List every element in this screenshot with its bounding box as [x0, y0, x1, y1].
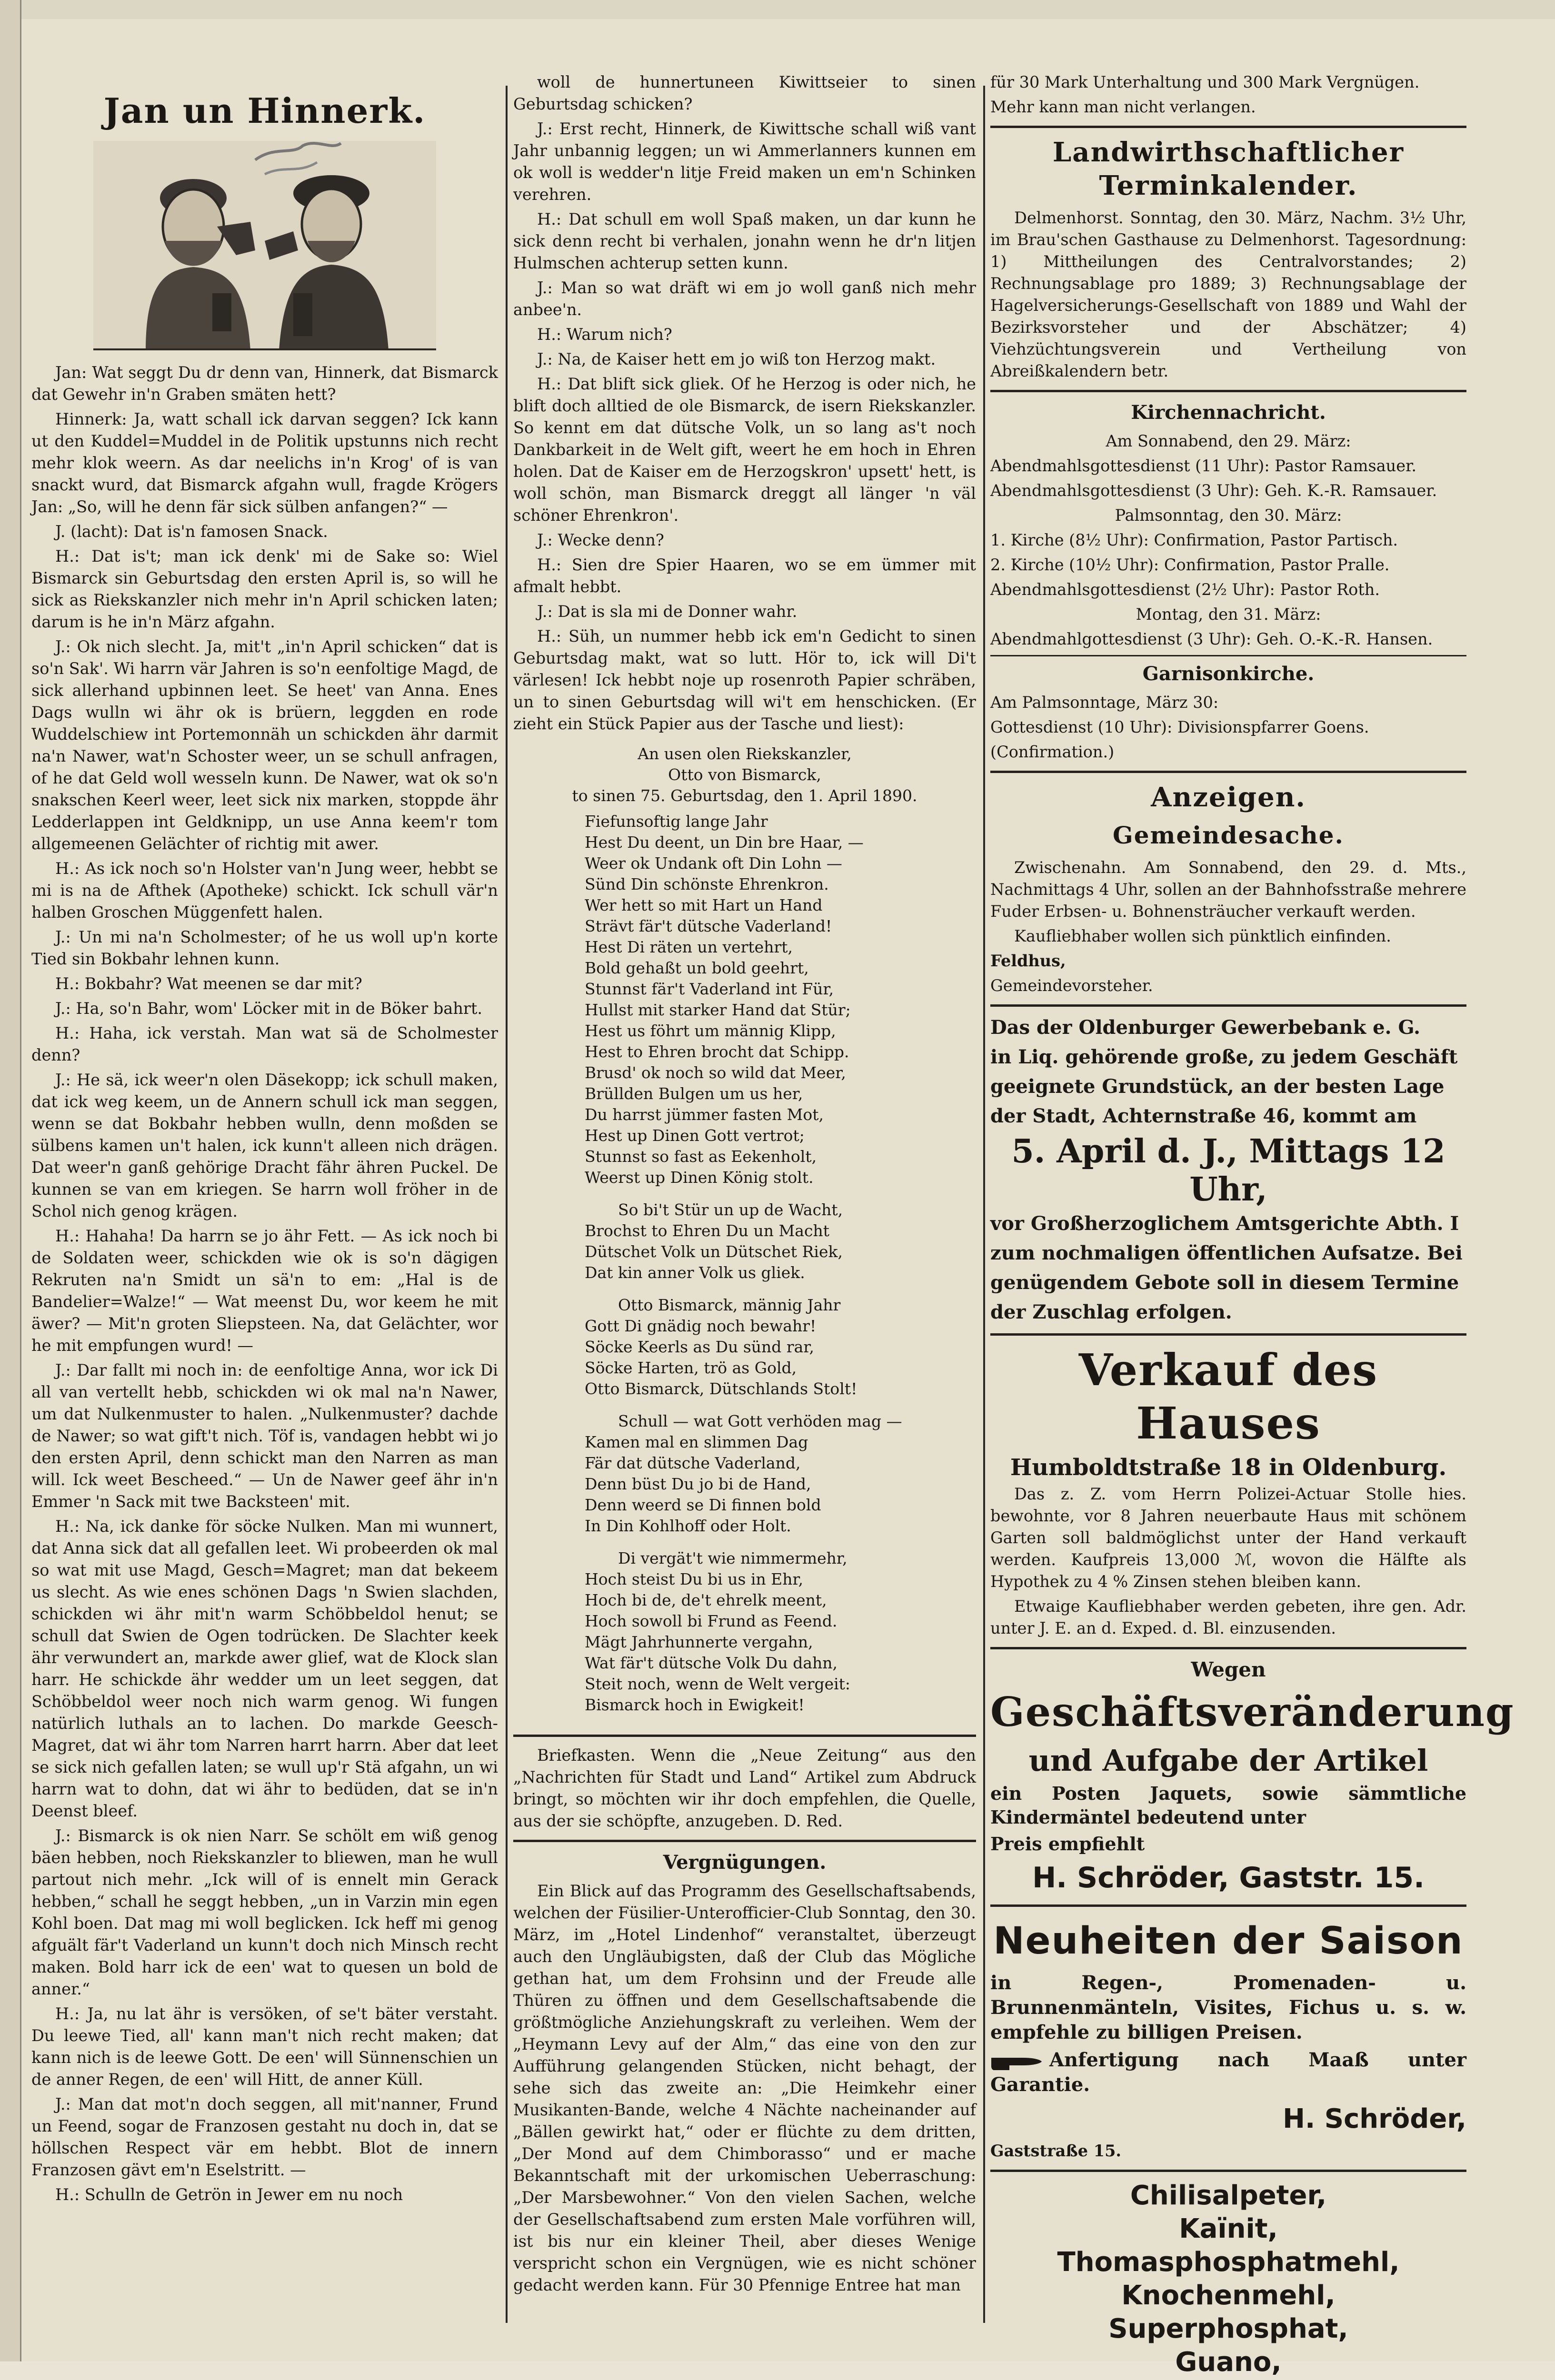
dialogue-paragraph: Jan: Wat seggt Du dr denn van, Hinnerk, dat Bismarck dat Gewehr in'n Graben smäten hett?	[31, 363, 498, 404]
continued-line: für 30 Mark Unterhaltung und 300 Mark Vergnügen.	[990, 73, 1420, 91]
poem-line: Du harrst jümmer fasten Mot,	[585, 1105, 824, 1124]
poem-stanza	[513, 1411, 976, 1537]
poem-line: Söcke Harten, trö as Gold,	[585, 1359, 797, 1377]
gemeinde-signature-title: Gemeindevorsteher.	[990, 976, 1153, 995]
column-rule-2	[983, 86, 985, 2323]
dialogue-paragraph: H.: Bokbahr? Wat meenen se dar mit?	[55, 974, 362, 993]
poem-line: Weerst up Dinen König stolt.	[585, 1168, 814, 1187]
column-3	[990, 71, 1515, 2378]
section-rule	[990, 1004, 1466, 1007]
section-rule	[513, 1840, 976, 1842]
dialogue-paragraph: J.: Ha, so'n Bahr, wom' Löcker mit in de Böker bahrt.	[55, 999, 483, 1018]
gewerbebank-line: genügendem Gebote soll in diesem Termine	[990, 1271, 1459, 1294]
verkauf-address: Humboldtstraße 18 in Oldenburg.	[1010, 1454, 1447, 1481]
poem-heading-line: Otto von Bismarck,	[668, 765, 821, 784]
poem-line: Brochst to Ehren Du un Macht	[585, 1221, 829, 1240]
binding-edge	[0, 0, 21, 2361]
garnison-line: Am Palmsonntage, März 30:	[990, 693, 1219, 712]
church-service-line: Abendmahlsgottesdienst (11 Uhr): Pastor Ramsauer.	[990, 456, 1417, 475]
poem-line: Söcke Keerls as Du sünd rar,	[585, 1338, 814, 1356]
church-services	[990, 430, 1466, 650]
church-service-line: Montag, den 31. März:	[1136, 605, 1321, 624]
poem-line: Hest up Dinen Gott vertrot;	[585, 1126, 805, 1145]
vergnuegungen-heading: Vergnügungen.	[663, 1851, 827, 1874]
article-title: Jan un Hinnerk.	[103, 90, 426, 131]
dialogue-paragraph: woll de hunnertuneen Kiwittseier to sinen Geburtsdag schicken?	[513, 73, 976, 113]
section-rule	[513, 1735, 976, 1737]
fertilizer-ad	[990, 2180, 1466, 2380]
dialogue-paragraph: H.: Ja, nu lat ähr is versöken, of se't bäter verstaht. Du leewe Tied, all' kann man't nich recht maken; dat kann nich is de leewe Gott. De een' will Sünnenschien un de anner Regen, de een' will Hitt, de anner Küll.	[31, 2004, 498, 2089]
section-rule	[990, 2170, 1466, 2172]
poem-line: Weer ok Undank oft Din Lohn —	[585, 854, 842, 873]
gemeinde-text-2: Kaufliebhaber wollen sich pünktlich einfinden.	[1014, 927, 1391, 945]
poem-line: Hoch sowoll bi Frund as Feend.	[585, 1612, 837, 1630]
poem-stanza	[513, 811, 976, 1188]
section-rule	[990, 126, 1466, 128]
fertilizer-item: Knochenmehl,	[1121, 2280, 1336, 2311]
poem-line: In Din Kohlhoff oder Holt.	[585, 1517, 791, 1535]
poem-line: Di vergät't wie nimmermehr,	[618, 1549, 847, 1567]
poem-line: Bismarck hoch in Ewigkeit!	[585, 1696, 805, 1714]
fertilizer-item: Thomasphosphatmehl,	[1057, 2247, 1400, 2278]
poem-line: Otto Bismarck, männig Jahr	[618, 1296, 841, 1314]
poem-line: Sünd Din schönste Ehrenkron.	[585, 875, 829, 893]
briefkasten-notice: Briefkasten. Wenn die „Neue Zeitung“ aus den „Nachrichten für Stadt und Land“ Artikel zum Abdruck bringt, so möchten wir ihr doch empfehlen, die Quelle, aus der sie schöpfte, anzugeben. D. Red.	[513, 1746, 976, 1830]
dialogue-paragraph: J.: Ok nich slecht. Ja, mit't „in'n April schicken“ dat is so'n Sak'. Wi harrn vär Jahren is so'n eenfoltige Magd, de sick allerhand upbinnen leet. Se heet' van Anna. Enes Dags wulln wi ähr ok is brüern, leggden en rode Wuddelschiew int Portemonnäh un schickden ähr darmit na'n Nawer, wat'n Schoster weer, un se schull anfragen, of he dat Geld woll wesseln kunn. De Nawer, wat ok so'n snakschen Keerl weer, leet sick nix marken, stoppde ähr Ledderlappen int Geldknipp, un use Anna keem'r tom allgemeenen Gelächter of richtig mit awer.	[31, 637, 498, 853]
gewerbebank-line: zum nochmaligen öffentlichen Aufsatze. Bei	[990, 1242, 1463, 1264]
continued-line: Mehr kann man nicht verlangen.	[990, 98, 1256, 116]
dialogue-paragraph: J.: Dat is sla mi de Donner wahr.	[537, 602, 797, 621]
fertilizer-item: Guano,	[1175, 2347, 1282, 2378]
poem-line: Fiefunsoftig lange Jahr	[585, 812, 768, 831]
dialogue-paragraph: Hinnerk: Ja, watt schall ick darvan seggen? Ick kann ut den Kuddel=Muddel in de Politik upstunns nich recht mehr klok weern. As dar neelichs in'n Krog' of is van snackt wurd, dat Bismarck afgahn wull, fragde Krögers Jan: „So, will he denn fär sick sülben anfangen?“ —	[31, 410, 498, 516]
poem-line: Otto Bismarck, Dütschlands Stolt!	[585, 1379, 857, 1398]
dialogue-paragraph: H.: Schulln de Getrön in Jewer em nu noch	[55, 2185, 403, 2204]
poem-line: Stunnst fär't Vaderland int Für,	[585, 980, 834, 998]
gemeinde-signature: Feldhus,	[990, 952, 1066, 970]
poem-heading-line: to sinen 75. Geburtsdag, den 1. April 1890.	[572, 786, 917, 805]
garnison-line: Gottesdienst (10 Uhr): Divisionspfarrer Goens.	[990, 718, 1369, 736]
section-rule	[990, 390, 1466, 392]
church-service-line: Palmsonntag, den 30. März:	[1115, 506, 1342, 525]
poem-line: Denn büst Du jo bi de Hand,	[585, 1475, 811, 1493]
verkauf-headline: Verkauf des Hauses	[1078, 1344, 1378, 1449]
dialogue-paragraph: J.: Man so wat dräft wi em jo woll ganß nich mehr anbee'n.	[513, 278, 976, 319]
gewerbebank-line: der Stadt, Achternstraße 46, kommt am	[990, 1105, 1417, 1127]
gewerbebank-line: in Liq. gehörende große, zu jedem Geschäft	[990, 1046, 1458, 1068]
church-service-line: 1. Kirche (8½ Uhr): Confirmation, Pastor Partisch.	[990, 531, 1398, 549]
gewerbebank-line: geeignete Grundstück, an der besten Lage	[990, 1075, 1445, 1098]
poem-line: Bold gehaßt un bold geehrt,	[585, 959, 809, 977]
schroeder-sign-1: H. Schröder, Gaststr. 15.	[1032, 1861, 1425, 1894]
dialogue-paragraph: H.: Hahaha! Da harrn se jo ähr Fett. — As ick noch bi de Soldaten weer, schickden wie ok is so'n dägigen Rekruten na'n Smidt un sä'n to em: „Hal is de Bandelier=Walze!“ — Wat meenst Du, wor keem he mit äwer? — Mit'n groten Sliepsteen. Na, dat Gelächter, wor he mit empfungen wurd! —	[31, 1227, 498, 1355]
poem-line: Hest Du deent, un Din bre Haar, —	[585, 833, 864, 852]
dialogue-paragraph: H.: Dat is't; man ick denk' mi de Sake so: Wiel Bismarck sin Geburtsdag den ersten April is, so will he sick as Riekskanzler nich mehr in'n April schicken laten; darum is he in'n März afgahn.	[31, 547, 498, 631]
poem-line: Denn weerd se Di finnen bold	[585, 1496, 821, 1514]
terminkalender-heading: Landwirthschaftlicher Terminkalender.	[1052, 137, 1405, 201]
garnisonkirche-heading: Garnisonkirche.	[1142, 663, 1315, 685]
dialogue-paragraph: H.: Dat blift sick gliek. Of he Herzog is oder nich, he blift doch alltied de ole Bismarck, de isern Riekskanzler. So kennt em dat dütsche Volk, un so lang as't noch Dankbarkeit in de Welt gift, weert he em hoch in Ehren holen. Dat de Kaiser em de Herzogskron' upsett' hett, is woll schön, man Bismarck dreggt all länger 'n väl schöner Ehrenkron'.	[513, 375, 976, 525]
poem-line: Mägt Jahrhunnerte vergahn,	[585, 1633, 813, 1651]
section-rule	[990, 1333, 1466, 1336]
poem-line: Fär dat dütsche Vaderland,	[585, 1454, 801, 1472]
poem-line: Brusd' ok noch so wild dat Meer,	[585, 1063, 846, 1082]
poem-line: Schull — wat Gott verhöden mag —	[618, 1412, 902, 1430]
poem-line: Brüllden Bulgen um us her,	[585, 1084, 803, 1103]
section-rule	[990, 1647, 1466, 1649]
poem-line: Hest us föhrt um männig Klipp,	[585, 1021, 836, 1040]
poem-line: So bi't Stür un up de Wacht,	[618, 1200, 843, 1219]
poem-heading-line: An usen olen Riekskanzler,	[638, 744, 852, 763]
geschaeft-offer: Preis empfiehlt	[990, 1833, 1145, 1854]
geschaeft-headline: Geschäftsveränderung	[990, 1688, 1515, 1735]
terminkalender-text: Delmenhorst. Sonntag, den 30. März, Nachm. 3½ Uhr, im Brau'schen Gasthause zu Delmenhorst. Tagesordnung: 1) Mittheilungen des Centralvorstandes; 2) Rechnungsablage pro 1889; 3) Rechnungsablage der Hagelversicherungs-Gesellschaft von 1889 und Wahl der Bezirksvorsteher und der Abschätzer; 4) Viehzüchtungsverein und Vertheilung von Abreißkalendern betr.	[990, 208, 1466, 380]
wegen-label: Wegen	[1191, 1658, 1266, 1681]
poem-line: Stunnst so fast as Eekenholt,	[585, 1147, 817, 1166]
fertilizer-item: Superphosphat,	[1108, 2313, 1348, 2344]
poem-line: Steit noch, wenn de Welt vergeit:	[585, 1675, 851, 1693]
church-service-line: Abendmahlgottesdienst (3 Uhr): Geh. O.-K.-R. Hansen.	[990, 630, 1433, 648]
gewerbebank-line: der Zuschlag erfolgen.	[990, 1301, 1232, 1323]
schroeder-address: Gaststraße 15.	[990, 2142, 1122, 2160]
dialogue-paragraph: H.: Dat schull em woll Spaß maken, un dar kunn he sick denn recht bi verhalen, jonahn wenn he dr'n litjen Hulmschen achterup setten kunn.	[513, 210, 976, 272]
poem-line: Hest Di räten un vertehrt,	[585, 938, 793, 956]
dialogue-paragraph: J.: Man dat mot'n doch seggen, all mit'nanner, Frund un Feend, sogar de Franzosen gestaht nu doch in, dat se höllschen Respect vär em hebbt. Blot de innern Franzosen gävt em'n Eselstritt. —	[31, 2095, 498, 2179]
column-rule-1	[506, 86, 508, 2323]
dialogue-paragraph: J.: Dar fallt mi noch in: de eenfoltige Anna, wor ick Di all van vertellt hebb, schickden wi ok mal na'n Nawer, um dat Nulkenmuster to halen. „Nulkenmuster? dachde de Nawer; so wat gift't nich. Töf is, vandagen hebbt wi jo den ersten April, denn schickt man den Narren as man will. Ick weet Bescheed.“ — Un de Nawer geef ähr in'n Emmer 'n Sack mit twe Backsteen' mit.	[31, 1361, 498, 1511]
dialogue-paragraph: J.: Un mi na'n Scholmester; of he us woll up'n korte Tied sin Bokbahr lehnen kunn.	[31, 928, 498, 968]
dialogue-paragraph: J. (lacht): Dat is'n famosen Snack.	[55, 522, 328, 541]
vergnuegungen-text: Ein Blick auf das Programm des Gesellschaftsabends, welchen der Füsilier-Unterofficier-Club Sonntag, den 30. März, im „Hotel Lindenhof“ veranstaltet, überzeugt auch den Ungläubigsten, daß der Club das Mögliche gethan hat, um dem Frohsinn und der Freude alle Thüren zu öffnen und dem Gesellschaftsabende die größtmögliche Anziehungskraft zu verleihen. Wem der „Heymann Levy auf der Alm,“ das eine von den zur Aufführung gelangenden Stücken, nicht behagt, der sehe sich das zweite an: „Die Heimkehr einer Musikanten-Bande, welche 4 Nächte nacheinander auf „Bällen gewirkt hat,“ oder er flüchte zu dem dritten, „Der Mond auf dem Chimborasso“ und er mache Bekanntschaft mit der urkomischen Ueberraschung: „Der Marsbewohner.“ Von den vielen Sachen, welche der Gesellschaftsabend zum ersten Male vorführen will, ist bis nur ein kleiner Theil, aber dieses Wenige verspricht schon ein Vergnügen, wie es nicht schöner gedacht werden kann. Für 30 Pfennige Entree hat man	[513, 1882, 976, 2294]
poem-line: Kamen mal en slimmen Dag	[585, 1433, 808, 1451]
page-top-edge	[0, 0, 1555, 19]
geschaeft-subline: und Aufgabe der Artikel	[1028, 1743, 1428, 1778]
dialogue-paragraph: H.: Na, ick danke för söcke Nulken. Man mi wunnert, dat Anna sick dat all gefallen leet. Wi probeerden ok mal so wat mit use Magd, Gesch=Magret; man dat bekeem us slecht. As wie enes schönen Dags 'n Swien slachden, schickden wi ähr mit'n warm Schöbbeldol henut; se schull dat Swien de Ogen todrücken. De Slachter keek ähr verwundert an, markde awer glief, wat de Klock slan harr. He schickde ähr wedder um un leet seggen, dat Schöbbeldol weer noch nich warm genog. Wi fungen natürlich luthals an to lachen. Do markde Geesch-Magret, dat wi ähr tom Narren harrt harrn. Aber dat leet se sick nich gefallen laten; se wull up'r Stä afgahn, un wi harrn wat to dohn, dat wi ähr to bedüden, dat se in'n Deenst bleef.	[31, 1517, 498, 1820]
poem-line: Hoch steist Du bi us in Ehr,	[585, 1570, 804, 1588]
gemeindesache-heading: Gemeindesache.	[1113, 821, 1344, 849]
poem-stanza	[513, 1295, 976, 1399]
church-service-line: 2. Kirche (10½ Uhr): Confirmation, Pastor Pralle.	[990, 555, 1390, 574]
poem-line: Hullst mit starker Hand dat Stür;	[585, 1001, 851, 1019]
neuheiten-text: in Regen-, Promenaden- u. Brunnenmänteln, Visites, Fichus u. s. w. empfehle zu billigen Preisen.	[990, 1972, 1466, 2043]
poem-line: Hoch bi de, de't ehrelk meent,	[585, 1591, 827, 1609]
auction-date: 5. April d. J., Mittags 12 Uhr,	[1011, 1132, 1445, 1209]
poem-line: Gott Di gnädig noch bewahr!	[585, 1317, 817, 1335]
poem-line: Strävt fär't dütsche Vaderland!	[585, 917, 832, 935]
verkauf-text: Das z. Z. vom Herrn Polizei-Actuar Stolle hies. bewohnte, vor 8 Jahren neuerbaute Haus mit schönem Garten soll baldmöglichst unter der Hand verkauft werden. Kaufpreis 13,000 ℳ, wovon die Hälfte als Hypothek zu 4 % Zinsen stehen bleiben kann.	[990, 1485, 1466, 1591]
gemeinde-text: Zwischenahn. Am Sonnabend, den 29. d. Mts., Nachmittags 4 Uhr, sollen an der Bahnhofsstraße mehrere Fuder Erbsen- u. Bohnensträucher verkauft werden.	[990, 858, 1466, 921]
anzeigen-heading: Anzeigen.	[1151, 782, 1306, 813]
poem-stanza	[513, 1548, 976, 1716]
poem-line: Dat kin anner Volk us gliek.	[585, 1263, 805, 1282]
dialogue-paragraph: H.: Haha, ick verstah. Man wat sä de Scholmester denn?	[31, 1024, 498, 1064]
dialogue-paragraph: H.: Sien dre Spier Haaren, wo se em ümmer mit afmalt hebbt.	[513, 555, 976, 596]
dialogue-paragraph: H.: Warum nich?	[537, 325, 672, 344]
kirchennachricht-heading: Kirchennachricht.	[1131, 401, 1326, 424]
gewerbebank-line: Das der Oldenburger Gewerbebank e. G.	[990, 1016, 1421, 1039]
fertilizer-item: Chilisalpeter,	[1130, 2180, 1327, 2211]
bismarck-poem	[513, 744, 976, 1727]
poem-line: Wer hett so mit Hart un Hand	[585, 896, 823, 914]
dialogue-paragraph: J.: He sä, ick weer'n olen Däsekopp; ick schull maken, dat ick weg keem, un de Annern schull ick man seggen, wenn se dat Bokbahr hebben wulln, denn moßden se sülbens kamen un't halen, ick kunn't alleen nich drägen. Dat weer'n ganß gehörige Dracht fähr ähren Puckel. De kunnen se van em kriegen. Se harrn woll fröher in de Schol nich genog krägen.	[31, 1071, 498, 1220]
dialogue-paragraph: J.: Bismarck is ok nien Narr. Se schölt em wiß genog bäen hebben, noch Riekskanzler to bliewen, man he wull partout nich mehr. „Ick will of is ennelt min Gerack hebben,“ schall he seggt hebben, „un in Varzin min egen Kohl boen. Dat mag mi woll beglicken. Ick heff mi genog afguält fär't Vaderland un kunn't doch nich Minsch recht maken. Bold harr ick de een' wat to quesen un bold de anner.“	[31, 1826, 498, 1998]
dialogue-paragraph: J.: Na, de Kaiser hett em jo wiß ton Herzog makt.	[537, 350, 936, 368]
anfertigung-text: Anfertigung nach Maaß unter Garantie.	[990, 2049, 1466, 2096]
poem-line: Wat fär't dütsche Volk Du dahn,	[585, 1654, 837, 1672]
dialogue-paragraph: J.: Wecke denn?	[537, 531, 664, 549]
anfertigung-line	[990, 2048, 1466, 2097]
section-rule	[990, 771, 1466, 773]
dialogue-paragraph: H.: As ick noch so'n Holster van'n Jung weer, hebbt se mi is na de Afthek (Apotheke) schickt. Ick schull vär'n halben Groschen Müggenfett halen.	[31, 859, 498, 922]
column-2	[513, 71, 976, 2347]
dialogue-paragraph: J.: Erst recht, Hinnerk, de Kiwittsche schall wiß vant Jahr unbannig leggen; un wi Ammerlanners kunnen em ok woll is wedder'n litje Freid maken un em'n Schinken verehren.	[513, 119, 976, 204]
gewerbebank-line: vor Großherzoglichem Amtsgerichte Abth. I	[990, 1212, 1459, 1235]
pointing-hand-icon	[990, 2052, 1043, 2071]
church-service-line: Am Sonnabend, den 29. März:	[1106, 432, 1351, 450]
fertilizer-item: Kaïnit,	[1179, 2213, 1278, 2244]
church-service-line: Abendmahlsgottesdienst (3 Uhr): Geh. K.-R. Ramsauer.	[990, 481, 1437, 500]
garnison-line: (Confirmation.)	[990, 743, 1115, 761]
poem-line: Dütschet Volk un Dütschet Riek,	[585, 1242, 843, 1261]
gewerbebank-ad	[990, 1014, 1466, 1326]
church-service-line: Abendmahlsgottesdienst (2½ Uhr): Pastor Roth.	[990, 580, 1380, 599]
neuheiten-headline: Neuheiten der Saison	[993, 1920, 1464, 1963]
dialogue-paragraph: H.: Süh, un nummer hebb ick em'n Gedicht to sinen Geburtsdag makt, wat so lutt. Hör to, ick will Di't värlesen! Ick hebbt noje up rosenroth Papier schräben, un to sinen Geburtsdag will wi't em henschicken. (Er zieht ein Stück Papier aus der Tasche und liest):	[513, 627, 976, 733]
section-rule	[990, 1904, 1466, 1907]
schroeder-sign-2: H. Schröder,	[1283, 2103, 1466, 2134]
column-1	[31, 71, 498, 2347]
section-rule	[990, 655, 1466, 656]
woodcut-illustration	[93, 141, 436, 350]
poem-line: Hest to Ehren brocht dat Schipp.	[585, 1042, 849, 1061]
geschaeft-items: ein Posten Jaquets, sowie sämmtliche Kindermäntel bedeutend unter	[990, 1783, 1466, 1828]
verkauf-text-2: Etwaige Kaufliebhaber werden gebeten, ihre gen. Adr. unter J. E. an d. Exped. d. Bl. einzusenden.	[990, 1597, 1466, 1637]
poem-stanza	[513, 1200, 976, 1283]
